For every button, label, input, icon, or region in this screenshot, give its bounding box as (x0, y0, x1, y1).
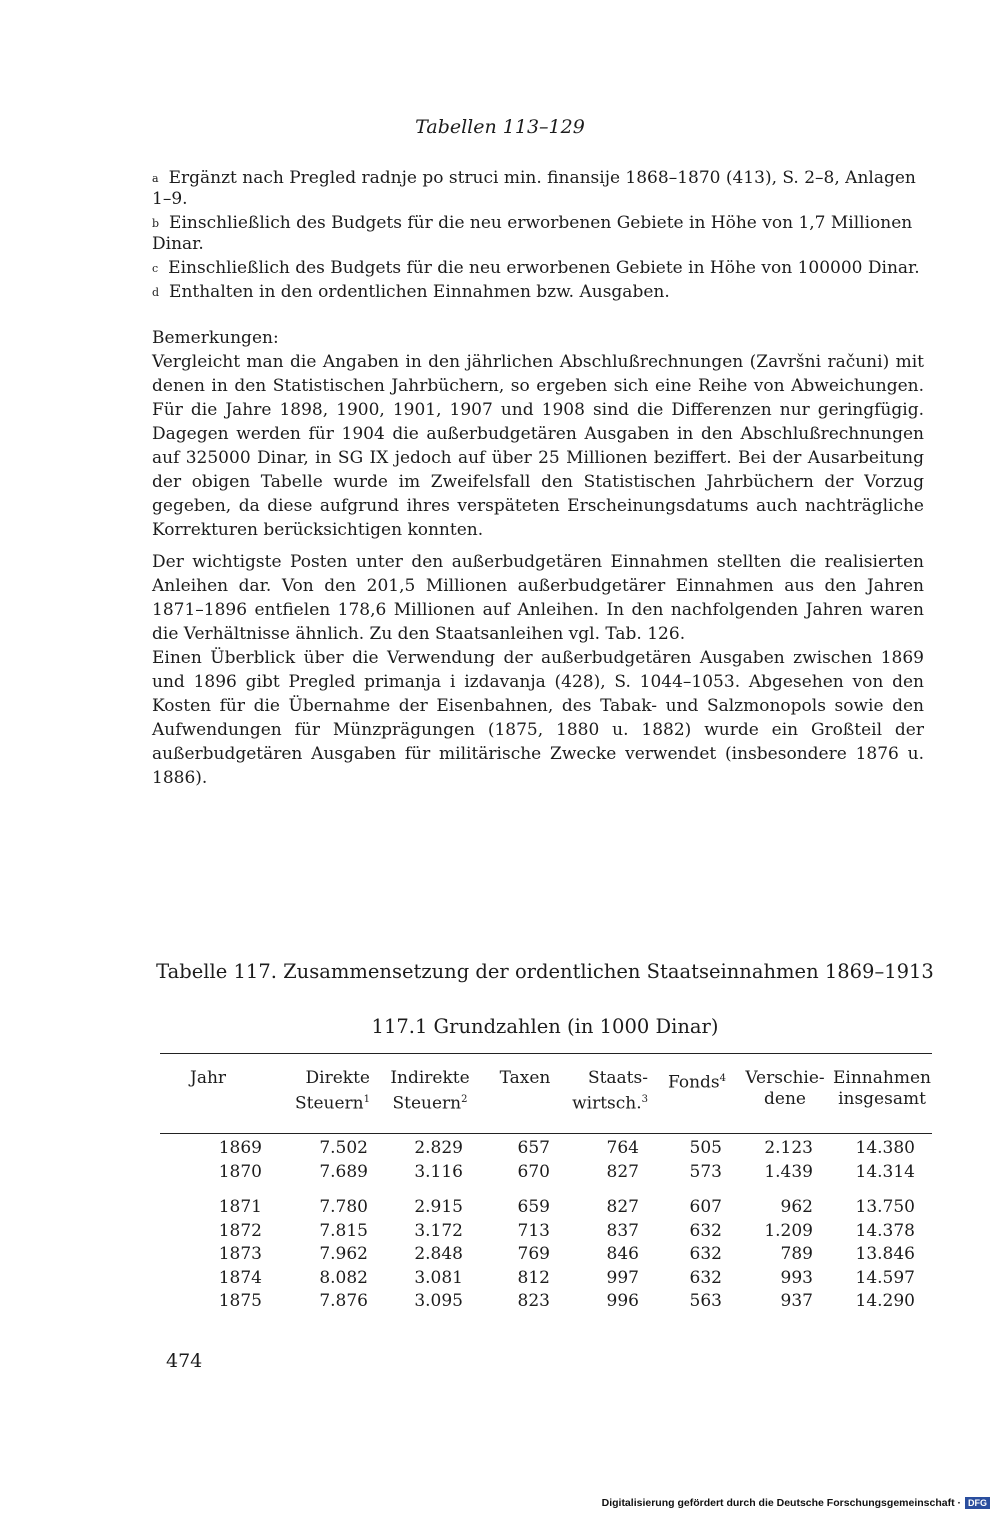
cell-fees: 823 (517, 1291, 550, 1311)
cell-year: 1871 (218, 1197, 262, 1217)
cell-miscellaneous: 1.439 (764, 1161, 813, 1182)
column-header-text: Fonds (668, 1072, 720, 1093)
column-header-footnote: 4 (719, 1073, 727, 1084)
footnote-a (152, 168, 924, 210)
cell-funds: 563 (689, 1291, 722, 1311)
table-subtitle: 117.1 Grundzahlen (in 1000 Dinar) (371, 1015, 719, 1038)
column-header-footnote: 2 (461, 1094, 468, 1105)
cell-indirect-taxes: 3.116 (414, 1161, 463, 1182)
column-header-funds (668, 1068, 728, 1094)
column-header-text: Jahr (190, 1068, 227, 1088)
remarks-paragraph: Vergleicht man die Angaben in den jährlichen Abschlußrechnungen (Završni računi) mit denen in den Statistischen Jahrbüchern, so ergeben sich eine Reihe von Abweichungen. Für die Jahre 1898, 1900, 1901, 1907 und 1908 sind die Differenzen nur geringfügig. Dagegen werden für 1904 die außerbudgetären Ausgaben in den Abschlußrechnungen auf 325000 Dinar, in SG IX jedoch auf über 25 Millionen beziffert. Bei der Ausarbeitung der obigen Tabelle wurde im Zweifelsfall den Statistischen Jahrbüchern der Vorzug gegeben, da diese aufgrund ihres verspäteten Erscheinungsdatums auch nachträgliche Korrekturen berücksichtigen konnten. (152, 352, 924, 540)
column-header-text: Verschie- (745, 1068, 825, 1088)
cell-indirect-taxes: 3.172 (414, 1220, 463, 1241)
cell-miscellaneous: 937 (780, 1291, 813, 1311)
table-row (160, 1138, 932, 1162)
remarks-paragraph: Einen Überblick über die Verwendung der außerbudgetären Ausgaben zwischen 1869 und 1896 gibt Pregled primanja i izdavanja (428), S. 1044–1053. Abgesehen von den Kosten für die Übernahme der Eisenbahnen, des Tabak- und Salzmonopols sowie den Aufwendungen für Münzprägungen (1875, 1880 u. 1882) wurde ein Großteil der außerbudgetären Ausgaben für militärische Zwecke verwendet (insbesondere 1876 u. 1886). (152, 648, 924, 788)
cell-fees: 659 (517, 1197, 550, 1217)
page-number: 474 (166, 1350, 203, 1372)
footnote-mark: d (152, 286, 160, 299)
cell-state-economy: 837 (606, 1220, 639, 1241)
cell-total-revenue: 14.290 (855, 1291, 915, 1311)
cell-year: 1874 (218, 1267, 262, 1288)
table-header-rule (160, 1133, 932, 1134)
cell-miscellaneous: 1.209 (764, 1220, 813, 1241)
column-header-state-economy (568, 1068, 648, 1115)
column-header-indirect-taxes (385, 1068, 475, 1115)
cell-total-revenue: 13.750 (855, 1197, 915, 1217)
cell-year: 1870 (218, 1161, 262, 1182)
footnotes (152, 168, 924, 306)
cell-miscellaneous: 962 (780, 1197, 813, 1217)
footnote-mark: b (152, 217, 160, 230)
cell-indirect-taxes: 2.915 (414, 1197, 463, 1217)
dfg-logo: DFG (965, 1497, 990, 1509)
column-header-footnote: 3 (641, 1094, 648, 1105)
column-header-year (190, 1068, 226, 1089)
cell-indirect-taxes: 3.081 (414, 1267, 463, 1288)
cell-total-revenue: 14.314 (855, 1161, 915, 1182)
column-header-text: Indirekte (390, 1068, 470, 1088)
column-header-total-revenue (832, 1068, 932, 1110)
cell-funds: 573 (689, 1161, 722, 1182)
column-header-footnote: 1 (363, 1094, 370, 1105)
cell-miscellaneous: 2.123 (764, 1138, 813, 1158)
cell-fees: 812 (517, 1267, 550, 1288)
footnote-text: Ergänzt nach Pregled radnje po struci min. finansije 1868–1870 (413), S. 2–8, Anlagen 1–9. (152, 168, 916, 209)
column-header-text: wirtsch. (572, 1093, 642, 1114)
cell-miscellaneous: 789 (780, 1244, 813, 1264)
remarks-heading: Bemerkungen: (152, 328, 279, 348)
cell-year: 1873 (218, 1244, 262, 1264)
footnote-mark: c (152, 262, 159, 275)
cell-indirect-taxes: 2.848 (414, 1244, 463, 1264)
footnote-d (152, 282, 924, 303)
column-header-text: dene (764, 1089, 806, 1109)
cell-direct-taxes: 7.780 (319, 1197, 368, 1217)
cell-total-revenue: 13.846 (855, 1244, 915, 1264)
column-header-text: Steuern (392, 1093, 462, 1114)
cell-state-economy: 827 (606, 1161, 639, 1182)
cell-funds: 632 (689, 1244, 722, 1264)
cell-state-economy: 997 (606, 1267, 639, 1288)
cell-direct-taxes: 7.962 (319, 1244, 368, 1264)
cell-year: 1869 (218, 1138, 262, 1158)
digitization-note (602, 1497, 990, 1509)
cell-year: 1875 (218, 1291, 262, 1311)
table-row (160, 1197, 932, 1221)
table-row (160, 1268, 932, 1292)
column-header-miscellaneous (742, 1068, 828, 1110)
table-top-rule (160, 1053, 932, 1054)
cell-state-economy: 827 (606, 1197, 639, 1217)
remarks-section (152, 326, 924, 798)
column-header-text: insgesamt (838, 1089, 926, 1109)
cell-total-revenue: 14.380 (855, 1138, 915, 1158)
cell-direct-taxes: 7.689 (319, 1161, 368, 1182)
cell-funds: 505 (689, 1138, 722, 1158)
column-header-text: Staats- (587, 1068, 648, 1088)
running-title: Tabellen 113–129 (415, 116, 585, 138)
cell-fees: 657 (517, 1138, 550, 1158)
cell-direct-taxes: 7.876 (319, 1291, 368, 1311)
table-row (160, 1221, 932, 1245)
footnote-mark: a (152, 172, 159, 185)
column-header-text: Direkte (305, 1068, 370, 1088)
cell-state-economy: 846 (606, 1244, 639, 1264)
cell-miscellaneous: 993 (780, 1267, 813, 1288)
cell-direct-taxes: 7.502 (319, 1138, 368, 1158)
cell-indirect-taxes: 2.829 (414, 1138, 463, 1158)
footnote-text: Einschließlich des Budgets für die neu erworbenen Gebiete in Höhe von 100000 Dinar. (168, 258, 920, 278)
cell-state-economy: 764 (606, 1138, 639, 1158)
footnote-text: Einschließlich des Budgets für die neu erworbenen Gebiete in Höhe von 1,7 Millionen Dinar. (152, 213, 913, 254)
column-header-text: Taxen (499, 1068, 551, 1088)
cell-total-revenue: 14.597 (855, 1267, 915, 1288)
column-header-fees (490, 1068, 560, 1089)
table-body (160, 1138, 932, 1315)
cell-direct-taxes: 7.815 (319, 1220, 368, 1241)
cell-total-revenue: 14.378 (855, 1220, 915, 1241)
column-header-direct-taxes (280, 1068, 370, 1115)
cell-funds: 632 (689, 1220, 722, 1241)
footnote-b (152, 213, 924, 255)
cell-indirect-taxes: 3.095 (414, 1291, 463, 1311)
cell-fees: 769 (517, 1244, 550, 1264)
cell-direct-taxes: 8.082 (319, 1267, 368, 1288)
cell-funds: 632 (689, 1267, 722, 1288)
digitization-note-text: Digitalisierung gefördert durch die Deutsche Forschungsgemeinschaft · (601, 1497, 961, 1509)
column-header-text: Steuern (295, 1093, 364, 1114)
remarks-paragraph: Der wichtigste Posten unter den außerbudgetären Einnahmen stellten die realisierten Anleihen dar. Von den 201,5 Millionen außerbudgetärer Einnahmen aus den Jahren 1871–1896 entfielen 178,6 Millionen auf Anleihen. In den nachfolgenden Jahren waren die Verhältnisse ähnlich. Zu den Staatsanleihen vgl. Tab. 126. (152, 552, 924, 644)
table-row (160, 1162, 932, 1186)
table-row (160, 1244, 932, 1268)
cell-fees: 670 (517, 1161, 550, 1182)
cell-fees: 713 (517, 1220, 550, 1241)
footnote-c (152, 258, 924, 279)
cell-funds: 607 (689, 1197, 722, 1217)
cell-year: 1872 (218, 1220, 262, 1241)
footnote-text: Enthalten in den ordentlichen Einnahmen bzw. Ausgaben. (169, 282, 670, 302)
table-title: Tabelle 117. Zusammensetzung der ordentlichen Staatseinnahmen 1869–1913 (156, 960, 934, 983)
column-header-text: Einnahmen (833, 1068, 931, 1088)
table-header (160, 1068, 932, 1128)
table-row (160, 1291, 932, 1315)
cell-state-economy: 996 (606, 1291, 639, 1311)
